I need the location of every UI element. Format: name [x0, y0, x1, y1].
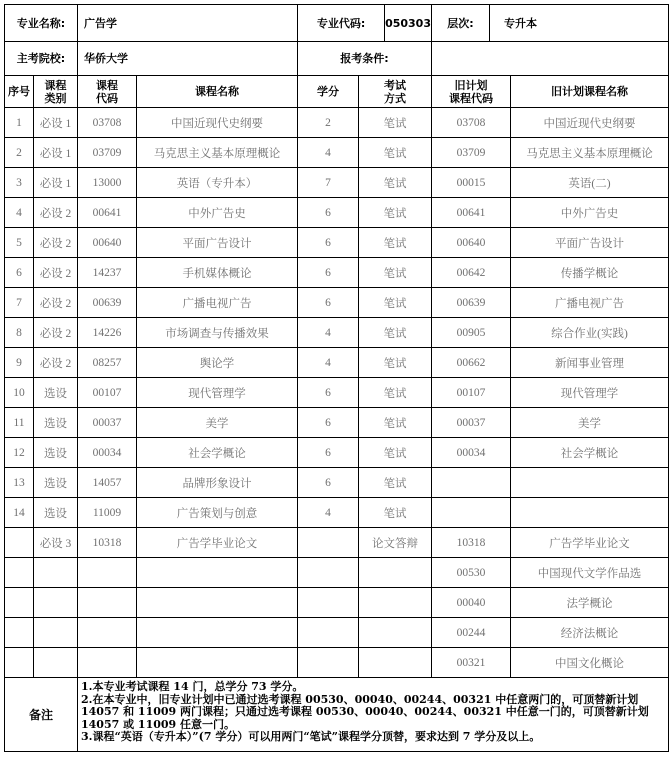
cell-exam — [359, 618, 432, 648]
table-row — [5, 408, 669, 438]
cell-old-code: 00642 — [432, 258, 511, 288]
cell-old-code: 00037 — [432, 408, 511, 438]
cell-code: 03709 — [78, 138, 137, 168]
cell-old-name: 社会学概论 — [511, 438, 669, 468]
cell-old-code: 00040 — [432, 588, 511, 618]
note-line-2: 2.在本专业中，旧专业计划中已通过选考课程 00530、00040、00244、00321 中任意两门的，可顶替新计划 14057 和 11009 两门课程；只通过选考课程 00530、00040、00244、00321 中任意一门的，可顶替新计划 14057 或 11009 任意一门。 — [81, 692, 649, 731]
cell-exam: 笔试 — [359, 468, 432, 498]
cell-name: 马克思主义基本原理概论 — [137, 138, 298, 168]
cell-exam: 笔试 — [359, 498, 432, 528]
cell-type: 选设 — [34, 498, 78, 528]
cell-exam: 笔试 — [359, 318, 432, 348]
cell-old-code: 00640 — [432, 228, 511, 258]
cell-old-code: 00015 — [432, 168, 511, 198]
table-row — [5, 588, 669, 618]
cell-code: 00641 — [78, 198, 137, 228]
cell-old-code — [432, 468, 511, 498]
cell-code — [78, 588, 137, 618]
cell-name: 品牌形象设计 — [137, 468, 298, 498]
cell-code: 14237 — [78, 258, 137, 288]
table-row — [5, 318, 669, 348]
cell-old-name: 传播学概论 — [511, 258, 669, 288]
cell-old-name: 广播电视广告 — [511, 288, 669, 318]
cell-name: 广告策划与创意 — [137, 498, 298, 528]
cell-old-code: 03709 — [432, 138, 511, 168]
table-row — [5, 258, 669, 288]
cell-old-name: 综合作业(实践) — [511, 318, 669, 348]
table-row — [5, 558, 669, 588]
cell-credit: 4 — [298, 138, 359, 168]
school-label: 主考院校: — [5, 42, 78, 76]
cell-seq — [5, 588, 34, 618]
header-type: 课程 类别 — [34, 76, 78, 108]
cell-exam: 笔试 — [359, 378, 432, 408]
cell-seq — [5, 618, 34, 648]
cell-credit — [298, 558, 359, 588]
cell-type — [34, 588, 78, 618]
cell-credit — [298, 618, 359, 648]
cell-code — [78, 648, 137, 678]
cell-seq: 13 — [5, 468, 34, 498]
level-value: 专升本 — [504, 16, 537, 30]
cell-type: 选设 — [34, 408, 78, 438]
notes-label: 备注 — [5, 678, 78, 752]
table-row — [5, 378, 669, 408]
cell-code: 10318 — [78, 528, 137, 558]
cell-exam: 笔试 — [359, 228, 432, 258]
cell-type — [34, 558, 78, 588]
level-label: 层次: — [432, 5, 491, 41]
cell-old-name: 中外广告史 — [511, 198, 669, 228]
cell-old-code: 00662 — [432, 348, 511, 378]
table-row — [5, 198, 669, 228]
cell-seq: 10 — [5, 378, 34, 408]
cell-name — [137, 558, 298, 588]
cell-code: 03708 — [78, 108, 137, 138]
cell-old-name: 新闻事业管理 — [511, 348, 669, 378]
cell-code: 00107 — [78, 378, 137, 408]
cell-name: 广播电视广告 — [137, 288, 298, 318]
cell-credit: 6 — [298, 468, 359, 498]
table-row — [5, 288, 669, 318]
cell-seq — [5, 558, 34, 588]
cell-old-code: 00244 — [432, 618, 511, 648]
header-name: 课程名称 — [137, 76, 298, 108]
cell-exam: 论文答辩 — [359, 528, 432, 558]
cell-code: 00034 — [78, 438, 137, 468]
cell-seq: 5 — [5, 228, 34, 258]
major-name-label: 专业名称: — [5, 5, 78, 42]
header-code: 课程 代码 — [78, 76, 137, 108]
cell-old-name: 现代管理学 — [511, 378, 669, 408]
cell-credit — [298, 528, 359, 558]
meta-row-major — [5, 5, 669, 42]
cell-credit: 4 — [298, 318, 359, 348]
cell-old-code: 00321 — [432, 648, 511, 678]
header-seq: 序号 — [5, 76, 34, 108]
cell-old-code: 00530 — [432, 558, 511, 588]
cell-credit: 4 — [298, 348, 359, 378]
cell-name: 现代管理学 — [137, 378, 298, 408]
cell-name: 平面广告设计 — [137, 228, 298, 258]
cell-old-name: 经济法概论 — [511, 618, 669, 648]
cell-type: 必设 2 — [34, 228, 78, 258]
cell-exam: 笔试 — [359, 138, 432, 168]
table-row — [5, 228, 669, 258]
cell-old-name: 美学 — [511, 408, 669, 438]
major-name-value: 广告学 — [78, 5, 298, 42]
cell-exam: 笔试 — [359, 168, 432, 198]
column-header-row — [5, 76, 669, 108]
table-row — [5, 648, 669, 678]
cell-exam: 笔试 — [359, 198, 432, 228]
cell-type: 选设 — [34, 468, 78, 498]
cell-seq: 1 — [5, 108, 34, 138]
header-credit: 学分 — [298, 76, 359, 108]
note-line-1: 1.本专业考试课程 14 门，总学分 73 学分。 — [81, 680, 304, 693]
table-row — [5, 528, 669, 558]
cell-type: 必设 2 — [34, 318, 78, 348]
cell-seq: 4 — [5, 198, 34, 228]
table-row — [5, 438, 669, 468]
cell-code: 00640 — [78, 228, 137, 258]
notes-text — [78, 678, 669, 752]
cell-old-code: 00639 — [432, 288, 511, 318]
cell-seq: 14 — [5, 498, 34, 528]
cell-old-code: 10318 — [432, 528, 511, 558]
cell-seq — [5, 528, 34, 558]
cell-type: 必设 1 — [34, 168, 78, 198]
cell-name — [137, 618, 298, 648]
table-row — [5, 468, 669, 498]
cell-type: 必设 2 — [34, 288, 78, 318]
cell-credit: 6 — [298, 408, 359, 438]
cell-credit: 6 — [298, 288, 359, 318]
cell-name: 英语（专升本） — [137, 168, 298, 198]
cell-old-name: 平面广告设计 — [511, 228, 669, 258]
table-row — [5, 138, 669, 168]
cell-name: 广告学毕业论文 — [137, 528, 298, 558]
note-line-3: 3.课程“英语（专升本）”(7 学分）可以用两门“笔试”课程学分顶替，要求达到 7 学分及以上。 — [81, 730, 541, 744]
cell-type — [34, 648, 78, 678]
cell-code — [78, 618, 137, 648]
cell-old-code: 03708 — [432, 108, 511, 138]
cell-seq: 8 — [5, 318, 34, 348]
cell-credit: 6 — [298, 438, 359, 468]
cell-exam — [359, 648, 432, 678]
cell-code: 00037 — [78, 408, 137, 438]
cell-name: 社会学概论 — [137, 438, 298, 468]
cell-type: 必设 2 — [34, 198, 78, 228]
header-old-name: 旧计划课程名称 — [511, 76, 669, 108]
cell-type: 必设 1 — [34, 108, 78, 138]
level-cell — [432, 5, 669, 42]
cell-seq: 6 — [5, 258, 34, 288]
cell-credit: 6 — [298, 378, 359, 408]
cell-exam: 笔试 — [359, 438, 432, 468]
cell-type — [34, 618, 78, 648]
cell-credit — [298, 588, 359, 618]
cell-name — [137, 588, 298, 618]
cell-name: 中国近现代史纲要 — [137, 108, 298, 138]
course-plan-table — [4, 4, 669, 752]
cell-name: 美学 — [137, 408, 298, 438]
cell-code: 08257 — [78, 348, 137, 378]
cell-old-code: 00641 — [432, 198, 511, 228]
cell-seq — [5, 648, 34, 678]
cell-old-name: 中国文化概论 — [511, 648, 669, 678]
cell-exam — [359, 558, 432, 588]
table-row — [5, 618, 669, 648]
cell-seq: 7 — [5, 288, 34, 318]
cell-old-name: 英语(二) — [511, 168, 669, 198]
table-row — [5, 498, 669, 528]
cell-name — [137, 648, 298, 678]
cell-credit — [298, 648, 359, 678]
cell-credit: 7 — [298, 168, 359, 198]
cell-type: 必设 2 — [34, 258, 78, 288]
cell-credit: 6 — [298, 228, 359, 258]
table-row — [5, 348, 669, 378]
cell-seq: 12 — [5, 438, 34, 468]
cell-seq: 3 — [5, 168, 34, 198]
cell-old-code: 00905 — [432, 318, 511, 348]
cell-name: 中外广告史 — [137, 198, 298, 228]
cell-old-code: 00034 — [432, 438, 511, 468]
cell-old-name — [511, 468, 669, 498]
cell-exam: 笔试 — [359, 408, 432, 438]
cell-seq: 2 — [5, 138, 34, 168]
cell-code: 14226 — [78, 318, 137, 348]
table-row — [5, 108, 669, 138]
cell-exam: 笔试 — [359, 288, 432, 318]
cell-old-name: 中国现代文学作品选 — [511, 558, 669, 588]
school-value: 华侨大学 — [78, 42, 298, 76]
cell-type: 必设 3 — [34, 528, 78, 558]
cell-exam: 笔试 — [359, 258, 432, 288]
cell-code: 11009 — [78, 498, 137, 528]
header-old-code: 旧计划 课程代码 — [432, 76, 511, 108]
cell-exam: 笔试 — [359, 348, 432, 378]
cell-old-code: 00107 — [432, 378, 511, 408]
cell-type: 选设 — [34, 378, 78, 408]
cell-type: 必设 1 — [34, 138, 78, 168]
cell-credit: 2 — [298, 108, 359, 138]
cell-type: 选设 — [34, 438, 78, 468]
cell-old-code — [432, 498, 511, 528]
cell-seq: 11 — [5, 408, 34, 438]
cell-code: 13000 — [78, 168, 137, 198]
cell-exam — [359, 588, 432, 618]
notes-row — [5, 678, 669, 752]
cell-code: 00639 — [78, 288, 137, 318]
header-exam: 考试 方式 — [359, 76, 432, 108]
cell-code: 14057 — [78, 468, 137, 498]
cell-old-name — [511, 498, 669, 528]
cell-name: 手机媒体概论 — [137, 258, 298, 288]
cell-exam: 笔试 — [359, 108, 432, 138]
major-code-cell — [298, 5, 432, 42]
cell-type: 必设 2 — [34, 348, 78, 378]
cell-credit: 4 — [298, 498, 359, 528]
cell-code — [78, 558, 137, 588]
cell-old-name: 马克思主义基本原理概论 — [511, 138, 669, 168]
cell-old-name: 法学概论 — [511, 588, 669, 618]
cell-old-name: 中国近现代史纲要 — [511, 108, 669, 138]
major-code-label: 专业代码: — [298, 5, 385, 41]
requirement-value — [432, 42, 669, 76]
requirement-label: 报考条件: — [298, 42, 432, 76]
cell-seq: 9 — [5, 348, 34, 378]
cell-old-name: 广告学毕业论文 — [511, 528, 669, 558]
cell-name: 市场调查与传播效果 — [137, 318, 298, 348]
major-code-value: 050303 — [385, 16, 431, 30]
meta-row-school — [5, 42, 669, 76]
cell-credit: 6 — [298, 198, 359, 228]
table-row — [5, 168, 669, 198]
cell-credit: 6 — [298, 258, 359, 288]
cell-name: 舆论学 — [137, 348, 298, 378]
